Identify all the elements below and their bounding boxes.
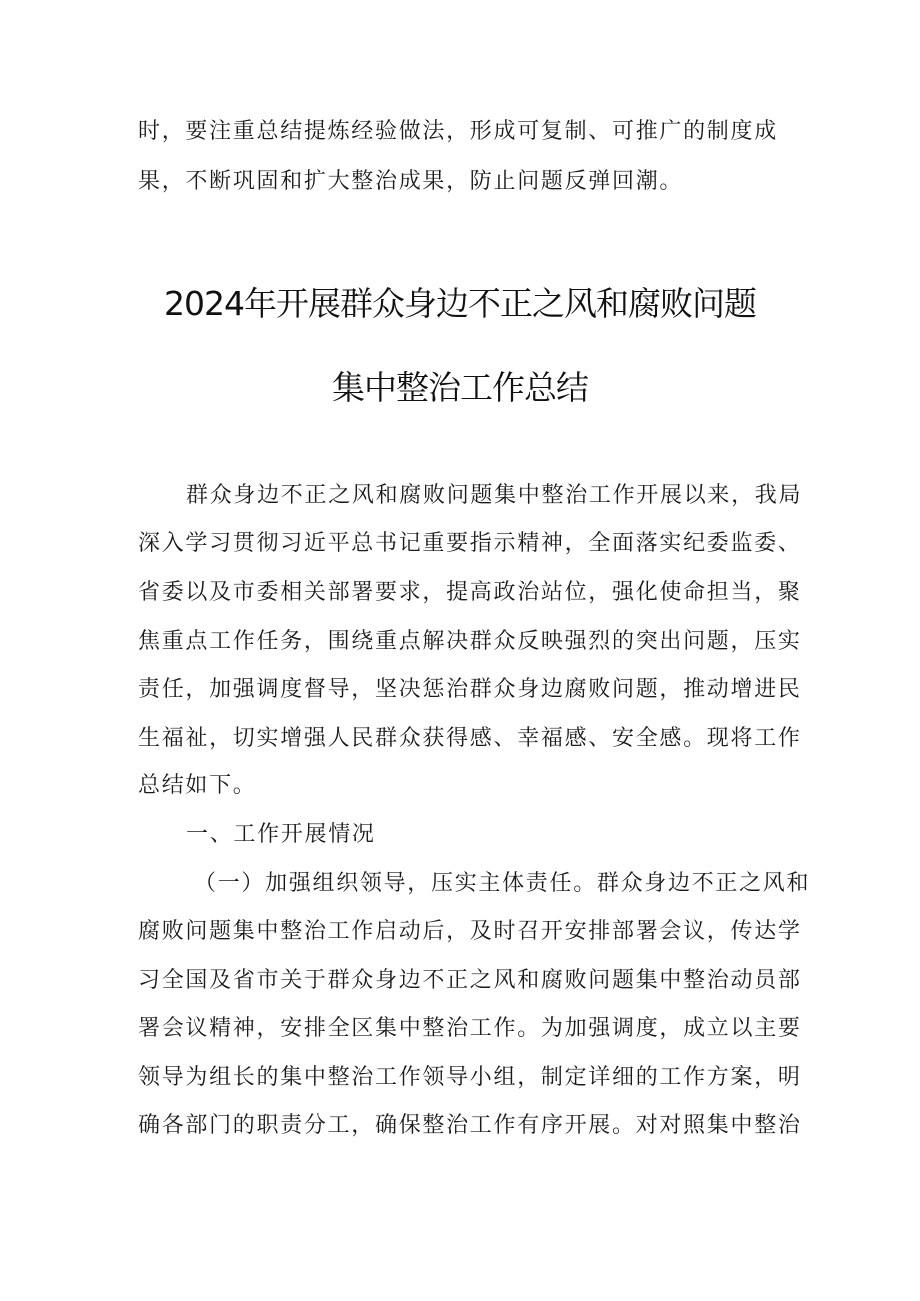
- paragraph-1-line-3: 省委以及市委相关部署要求，提高政治站位，强化使命担当，聚: [138, 580, 802, 605]
- paragraph-1-line-1: 群众身边不正之风和腐败问题集中整治工作开展以来，我局: [186, 483, 803, 508]
- paragraph-2-line-1: （一）加强组织领导，压实主体责任。群众身边不正之风和: [194, 871, 811, 896]
- paragraph-1-line-7: 总结如下。: [138, 773, 257, 798]
- document-title-line-1: 2024年开展群众身边不正之风和腐败问题: [164, 284, 756, 323]
- paragraph-1-line-4: 焦重点工作任务，围绕重点解决群众反映强烈的突出问题，压实: [138, 629, 802, 654]
- intro-line-2: 果，不断巩固和扩大整治成果，防止问题反弹回潮。: [138, 169, 684, 194]
- paragraph-1-line-2: 深入学习贯彻习近平总书记重要指示精神，全面落实纪委监委、: [138, 531, 802, 556]
- paragraph-2-line-6: 确各部门的职责分工，确保整治工作有序开展。对对照集中整治: [138, 1113, 802, 1138]
- document-title-line-2: 集中整治工作总结: [332, 368, 588, 407]
- intro-line-1: 时，要注重总结提炼经验做法，形成可复制、可推广的制度成: [138, 119, 778, 144]
- paragraph-1-line-6: 生福祉，切实增强人民群众获得感、幸福感、安全感。现将工作: [138, 726, 802, 751]
- paragraph-2-line-5: 领导为组长的集中整治工作领导小组，制定详细的工作方案，明: [138, 1065, 802, 1090]
- paragraph-2-line-2: 腐败问题集中整治工作启动后，及时召开安排部署会议，传达学: [138, 919, 802, 944]
- section-1-heading: 一、工作开展情况: [186, 822, 376, 847]
- paragraph-2-line-4: 署会议精神，安排全区集中整治工作。为加强调度，成立以主要: [138, 1016, 802, 1041]
- paragraph-2-line-3: 习全国及省市关于群众身边不正之风和腐败问题集中整治动员部: [138, 968, 802, 993]
- paragraph-1-line-5: 责任，加强调度督导，坚决惩治群众身边腐败问题，推动增进民: [138, 677, 802, 702]
